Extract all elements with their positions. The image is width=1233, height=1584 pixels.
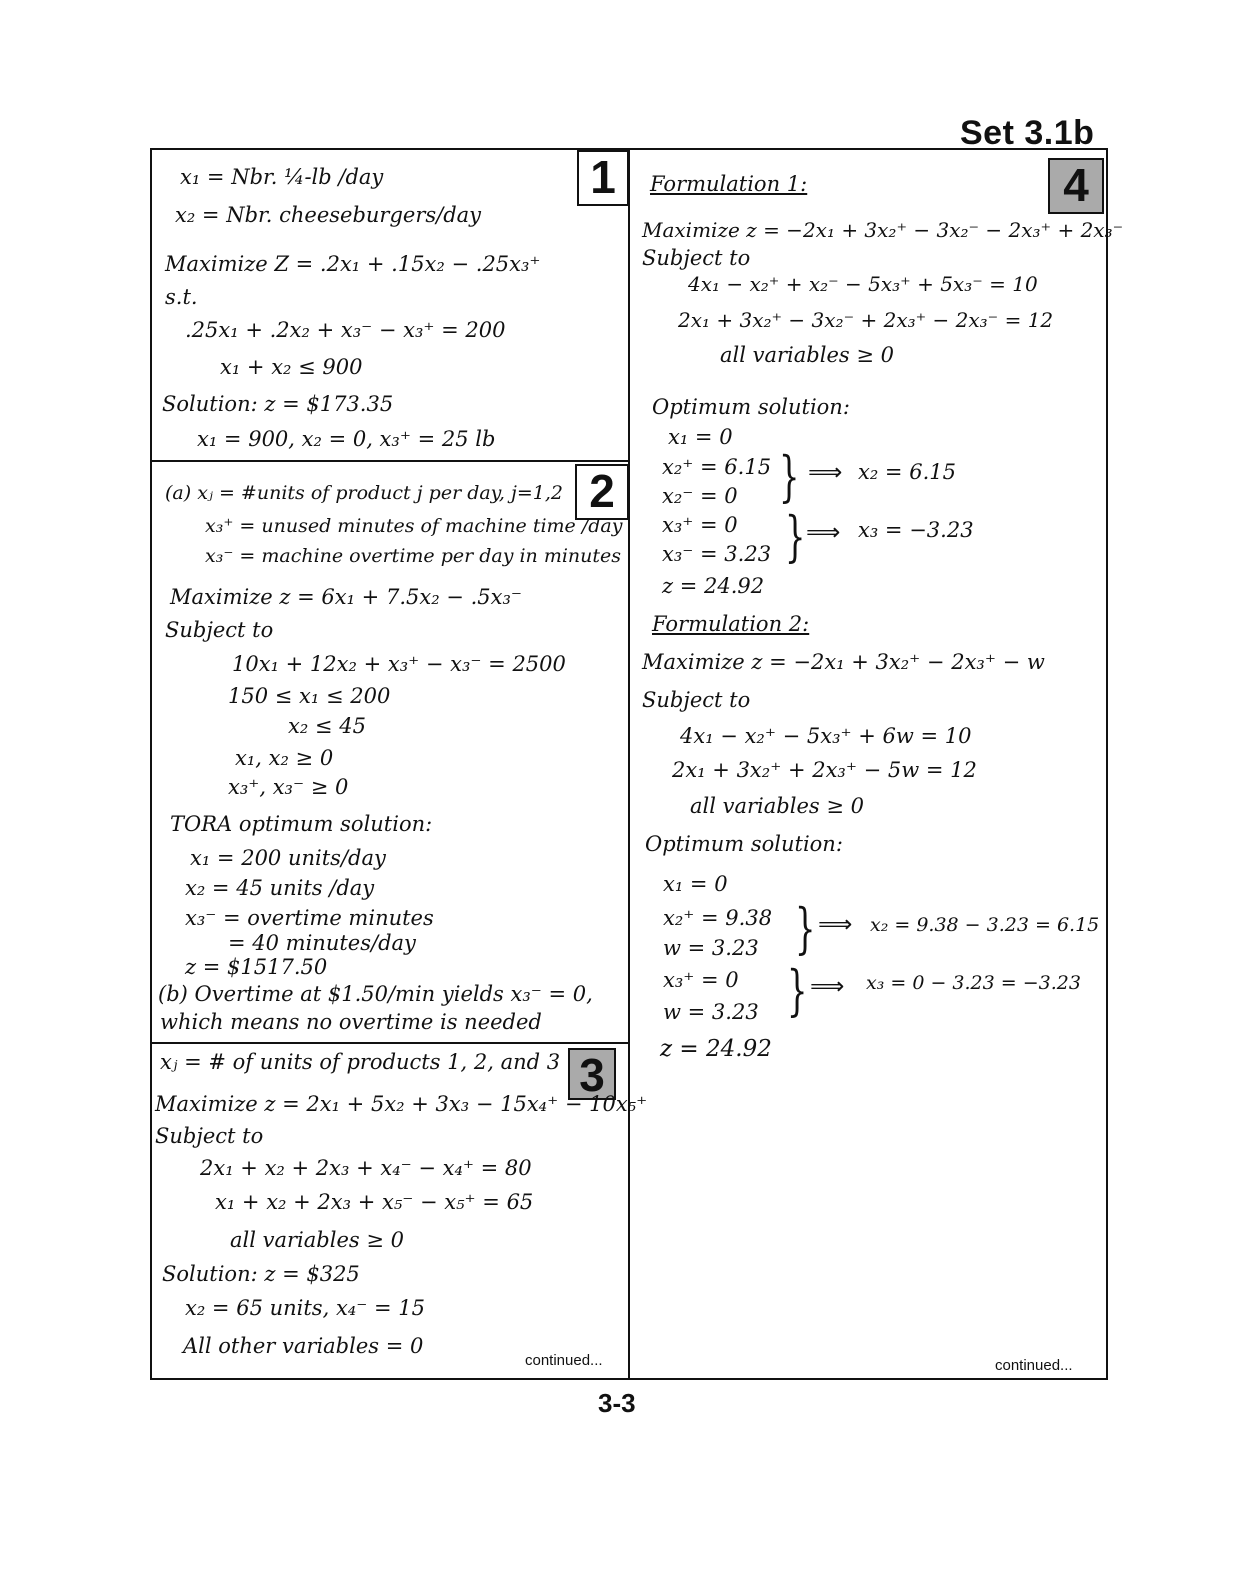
problem-2-line: x₃⁺ = unused minutes of machine time /day — [205, 515, 623, 537]
problem-4-line: x₃⁺ = 0 — [663, 968, 739, 992]
problem-2-line: x₁, x₂ ≥ 0 — [235, 746, 334, 770]
problem-4-line: all variables ≥ 0 — [690, 794, 864, 818]
problem-4-line: z = 24.92 — [660, 1036, 772, 1062]
problem-2-line: which means no overtime is needed — [160, 1010, 542, 1034]
problem-2-line: Subject to — [165, 618, 274, 642]
result-x2: x₂ = 9.38 − 3.23 = 6.15 — [870, 914, 1100, 936]
problem-4-line: x₃⁻ = 3.23 — [662, 542, 772, 566]
problem-1-line: s.t. — [165, 285, 198, 309]
brace: } — [778, 445, 800, 508]
result-x2: x₂ = 6.15 — [858, 460, 956, 484]
implies-arrow: ⟹ — [806, 518, 841, 546]
continued-right: continued... — [995, 1357, 1073, 1374]
problem-4-line: Subject to — [642, 246, 751, 270]
formulation-2-heading: Formulation 2: — [652, 612, 810, 636]
problem-3-line: Maximize z = 2x₁ + 5x₂ + 3x₃ − 15x₄⁺ − 10x₅⁺ — [155, 1092, 648, 1116]
problem-1-line: x₂ = Nbr. cheeseburgers/day — [175, 203, 482, 227]
problem-1-number: 1 — [577, 150, 629, 206]
problem-4-line: z = 24.92 — [662, 574, 765, 598]
problem-1-line: x₁ = 900, x₂ = 0, x₃⁺ = 25 lb — [197, 427, 496, 451]
problem-1-line: .25x₁ + .2x₂ + x₃⁻ − x₃⁺ = 200 — [185, 318, 506, 342]
problem-4-line: x₂⁺ = 6.15 — [662, 455, 772, 479]
brace: } — [784, 505, 806, 568]
problem-2-line: x₃⁻ = machine overtime per day in minutes — [205, 545, 622, 567]
problem-1-solution: Solution: z = $173.35 — [162, 392, 394, 416]
problem-4-line: x₃⁺ = 0 — [662, 513, 738, 537]
problem-3-line: x₂ = 65 units, x₄⁻ = 15 — [185, 1296, 425, 1320]
problem-2-line: z = $1517.50 — [185, 955, 328, 979]
brace: } — [794, 897, 816, 960]
problem-2-line: = 40 minutes/day — [228, 931, 416, 955]
problem-4-line: Maximize z = −2x₁ + 3x₂⁺ − 2x₃⁺ − w — [642, 650, 1045, 674]
problem-3-line: xⱼ = # of units of products 1, 2, and 3 — [160, 1050, 561, 1074]
problem-1-line: x₁ = Nbr. ¼-lb /day — [180, 165, 384, 189]
problem-2-line: x₁ = 200 units/day — [190, 846, 386, 870]
problem-2-line: 10x₁ + 12x₂ + x₃⁺ − x₃⁻ = 2500 — [232, 652, 566, 676]
problem-2-line: x₂ ≤ 45 — [288, 714, 366, 738]
separator-1-2 — [150, 460, 628, 462]
problem-3-line: All other variables = 0 — [183, 1334, 424, 1358]
result-x3: x₃ = 0 − 3.23 = −3.23 — [866, 972, 1081, 994]
problem-2-line: (a) xⱼ = #units of product j per day, j=1,2 — [165, 482, 563, 504]
problem-4-line: 4x₁ − x₂⁺ + x₂⁻ − 5x₃⁺ + 5x₃⁻ = 10 — [688, 272, 1038, 296]
problem-2-line: TORA optimum solution: — [170, 812, 433, 836]
problem-4-line: x₁ = 0 — [668, 425, 733, 449]
problem-3-number: 3 — [568, 1048, 616, 1100]
problem-4-line: 4x₁ − x₂⁺ − 5x₃⁺ + 6w = 10 — [680, 724, 972, 748]
problem-4-line: x₂⁺ = 9.38 — [663, 906, 773, 930]
problem-4-line: Optimum solution: — [645, 832, 843, 856]
implies-arrow: ⟹ — [808, 458, 843, 486]
problem-4-line: x₁ = 0 — [663, 872, 728, 896]
page-number: 3-3 — [598, 1388, 636, 1418]
formulation-1-heading: Formulation 1: — [650, 172, 808, 196]
problem-2-line: (b) Overtime at $1.50/min yields x₃⁻ = 0, — [158, 982, 593, 1006]
problem-4-line: x₂⁻ = 0 — [662, 484, 738, 508]
problem-3-line: 2x₁ + x₂ + 2x₃ + x₄⁻ − x₄⁺ = 80 — [200, 1156, 532, 1180]
set-title: Set 3.1b — [960, 114, 1095, 152]
problem-2-number: 2 — [575, 464, 629, 520]
problem-4-line: 2x₁ + 3x₂⁺ − 3x₂⁻ + 2x₃⁺ − 2x₃⁻ = 12 — [678, 308, 1054, 332]
problem-2-line: x₃⁻ = overtime minutes — [185, 906, 434, 930]
result-x3: x₃ = −3.23 — [858, 518, 974, 542]
brace: } — [786, 959, 808, 1022]
problem-4-line: w = 3.23 — [663, 936, 759, 960]
problem-3-line: x₁ + x₂ + 2x₃ + x₅⁻ − x₅⁺ = 65 — [215, 1190, 534, 1214]
problem-4-line: w = 3.23 — [663, 1000, 759, 1024]
column-divider — [628, 148, 630, 1380]
problem-4-line: Subject to — [642, 688, 751, 712]
problem-4-number: 4 — [1048, 158, 1104, 214]
separator-2-3 — [150, 1042, 628, 1044]
problem-2-line: 150 ≤ x₁ ≤ 200 — [228, 684, 391, 708]
continued-left: continued... — [525, 1352, 603, 1369]
problem-2-line: Maximize z = 6x₁ + 7.5x₂ − .5x₃⁻ — [170, 585, 522, 609]
problem-1-line: x₁ + x₂ ≤ 900 — [220, 355, 363, 379]
problem-3-line: all variables ≥ 0 — [230, 1228, 404, 1252]
problem-2-line: x₃⁺, x₃⁻ ≥ 0 — [228, 775, 349, 799]
problem-4-line: all variables ≥ 0 — [720, 343, 894, 367]
problem-4-line: Optimum solution: — [652, 395, 850, 419]
problem-3-solution: Solution: z = $325 — [162, 1262, 360, 1286]
problem-3-line: Subject to — [155, 1124, 264, 1148]
problem-4-line: Maximize z = −2x₁ + 3x₂⁺ − 3x₂⁻ − 2x₃⁺ + 2x₃⁻ — [642, 218, 1124, 242]
problem-2-line: x₂ = 45 units /day — [185, 876, 375, 900]
problem-4-line: 2x₁ + 3x₂⁺ + 2x₃⁺ − 5w = 12 — [672, 758, 977, 782]
problem-1-line: Maximize Z = .2x₁ + .15x₂ − .25x₃⁺ — [165, 252, 541, 276]
implies-arrow: ⟹ — [810, 972, 845, 1000]
implies-arrow: ⟹ — [818, 910, 853, 938]
